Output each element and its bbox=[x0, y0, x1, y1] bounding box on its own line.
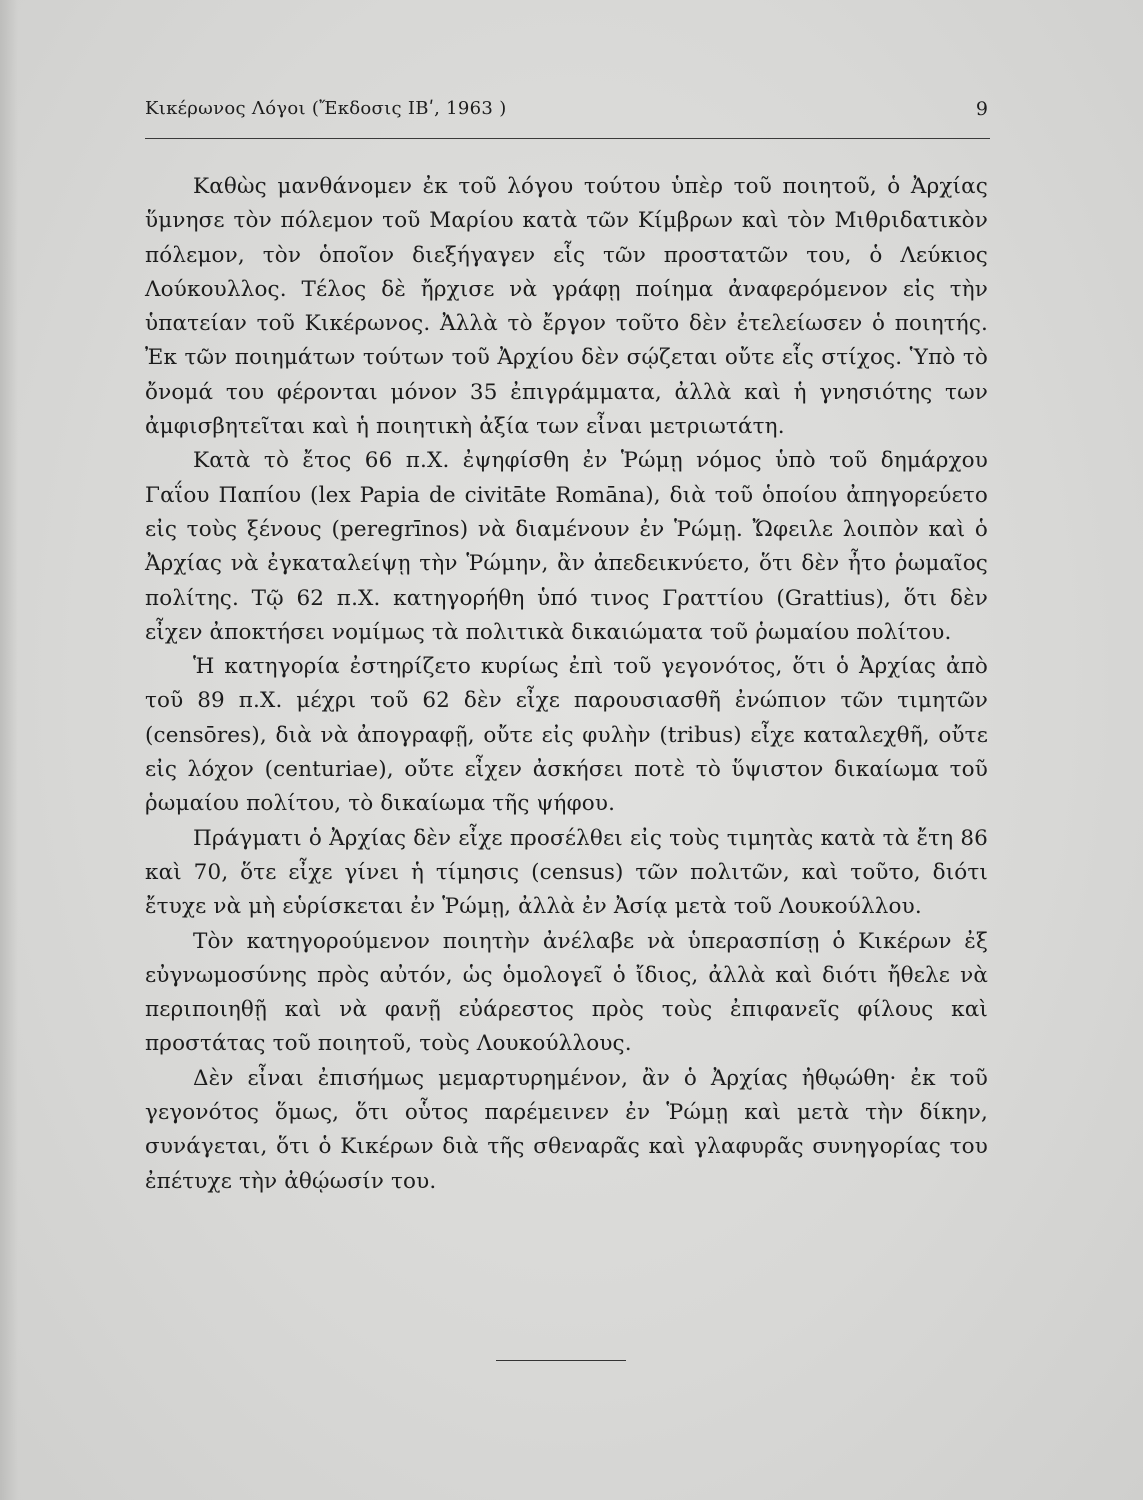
paragraph-6: Δὲν εἶναι ἐπισήμως μεμαρτυρημένον, ἂν ὁ Ἀρχίας ἠθῳώθη· ἐκ τοῦ γεγονότος ὅμως, ὅτι οὗτος παρέμεινεν ἐν Ῥώμῃ καὶ μετὰ τὴν δίκην, συνάγεται, ὅτι ὁ Κικέρων διὰ τῆς σθεναρᾶς καὶ γλαφυρᾶς συνηγορίας του ἐπέτυχε τὴν ἀθῴωσίν του. bbox=[145, 1065, 988, 1194]
paragraph-1: Καθὼς μανθάνομεν ἐκ τοῦ λόγου τούτου ὑπὲρ τοῦ ποιητοῦ, ὁ Ἀρχίας ὕμνησε τὸν πόλεμον τοῦ Μαρίου κατὰ τῶν Κίμβρων καὶ τὸν Μιθριδατικὸν πόλεμον, τὸν ὁποῖον διεξήγαγεν εἷς τῶν προστατῶν του, ὁ Λεύκιος Λούκουλλος. Τέλος δὲ ἤρχισε νὰ γράφῃ ποίημα ἀναφερόμενον εἰς τὴν ὑπατείαν τοῦ Κικέρωνος. Ἀλλὰ τὸ ἔργον τοῦτο δὲν ἐτελείωσεν ὁ ποιητής. Ἐκ τῶν ποιημάτων τούτων τοῦ Ἀρχίου δὲν σῴζεται οὔτε εἷς στίχος. Ὑπὸ τὸ ὄνομά του φέρονται μόνον 35 ἐπιγράμματα, ἀλλὰ καὶ ἡ γνησιότης των ἀμφισβητεῖται καὶ ἡ ποιητικὴ ἀξία των εἶναι μετριωτάτη. bbox=[145, 174, 988, 440]
page-number: 9 bbox=[975, 98, 988, 120]
paragraph-5: Τὸν κατηγορούμενον ποιητὴν ἀνέλαβε νὰ ὑπερασπίσῃ ὁ Κικέρων ἐξ εὐγνωμοσύνης πρὸς αὐτόν, ὡς ὁμολογεῖ ὁ ἴδιος, ἀλλὰ καὶ διότι ἤθελε νὰ περιποιηθῇ καὶ νὰ φανῇ εὐάρεστος πρὸς τοὺς ἐπιφανεῖς φίλους καὶ προστάτας τοῦ ποιητοῦ, τοὺς Λουκούλλους. bbox=[145, 928, 988, 1057]
running-header bbox=[145, 98, 990, 139]
paragraph-2: Κατὰ τὸ ἔτος 66 π.Χ. ἐψηφίσθη ἐν Ῥώμῃ νόμος ὑπὸ τοῦ δημάρχου Γαΐου Παπίου (lex Papia de civitāte Romāna), διὰ τοῦ ὁποίου ἀπηγορεύετο εἰς τοὺς ξένους (peregrīnos) νὰ διαμένουν ἐν Ῥώμῃ. Ὤφειλε λοιπὸν καὶ ὁ Ἀρχίας νὰ ἐγκαταλείψῃ τὴν Ῥώμην, ἂν ἀπεδεικνύετο, ὅτι δὲν ἦτο ῥωμαῖος πολίτης. Τῷ 62 π.Χ. κατηγορήθη ὑπό τινος Γραττίου (Grattius), ὅτι δὲν εἶχεν ἀποκτήσει νομίμως τὰ πολιτικὰ δικαιώματα τοῦ ῥωμαίου πολίτου. bbox=[145, 448, 988, 645]
page-gutter-shadow bbox=[0, 0, 18, 1500]
header-title: Κικέρωνος Λόγοι (Ἔκδοσις ΙΒʹ, 1963 ) bbox=[145, 98, 507, 119]
paragraph-4: Πράγματι ὁ Ἀρχίας δὲν εἶχε προσέλθει εἰς τοὺς τιμητὰς κατὰ τὰ ἔτη 86 καὶ 70, ὅτε εἶχε γίνει ἡ τίμησις (census) τῶν πολιτῶν, καὶ τοῦτο, διότι ἔτυχε νὰ μὴ εὑρίσκεται ἐν Ῥώμῃ, ἀλλὰ ἐν Ἀσίᾳ μετὰ τοῦ Λουκούλλου. bbox=[145, 825, 988, 920]
section-end-rule bbox=[496, 1360, 626, 1361]
body-text bbox=[145, 170, 988, 1199]
paragraph-3: Ἡ κατηγορία ἐστηρίζετο κυρίως ἐπὶ τοῦ γεγονότος, ὅτι ὁ Ἀρχίας ἀπὸ τοῦ 89 π.Χ. μέχρι τοῦ 62 δὲν εἶχε παρουσιασθῆ ἐνώπιον τῶν τιμητῶν (censōres), διὰ νὰ ἀπογραφῇ, οὔτε εἰς φυλὴν (tribus) εἶχε καταλεχθῆ, οὔτε εἰς λόχον (centuriae), οὔτε εἶχεν ἀσκήσει ποτὲ τὸ ὕψιστον δικαίωμα τοῦ ῥωμαίου πολίτου, τὸ δικαίωμα τῆς ψήφου. bbox=[145, 654, 988, 817]
